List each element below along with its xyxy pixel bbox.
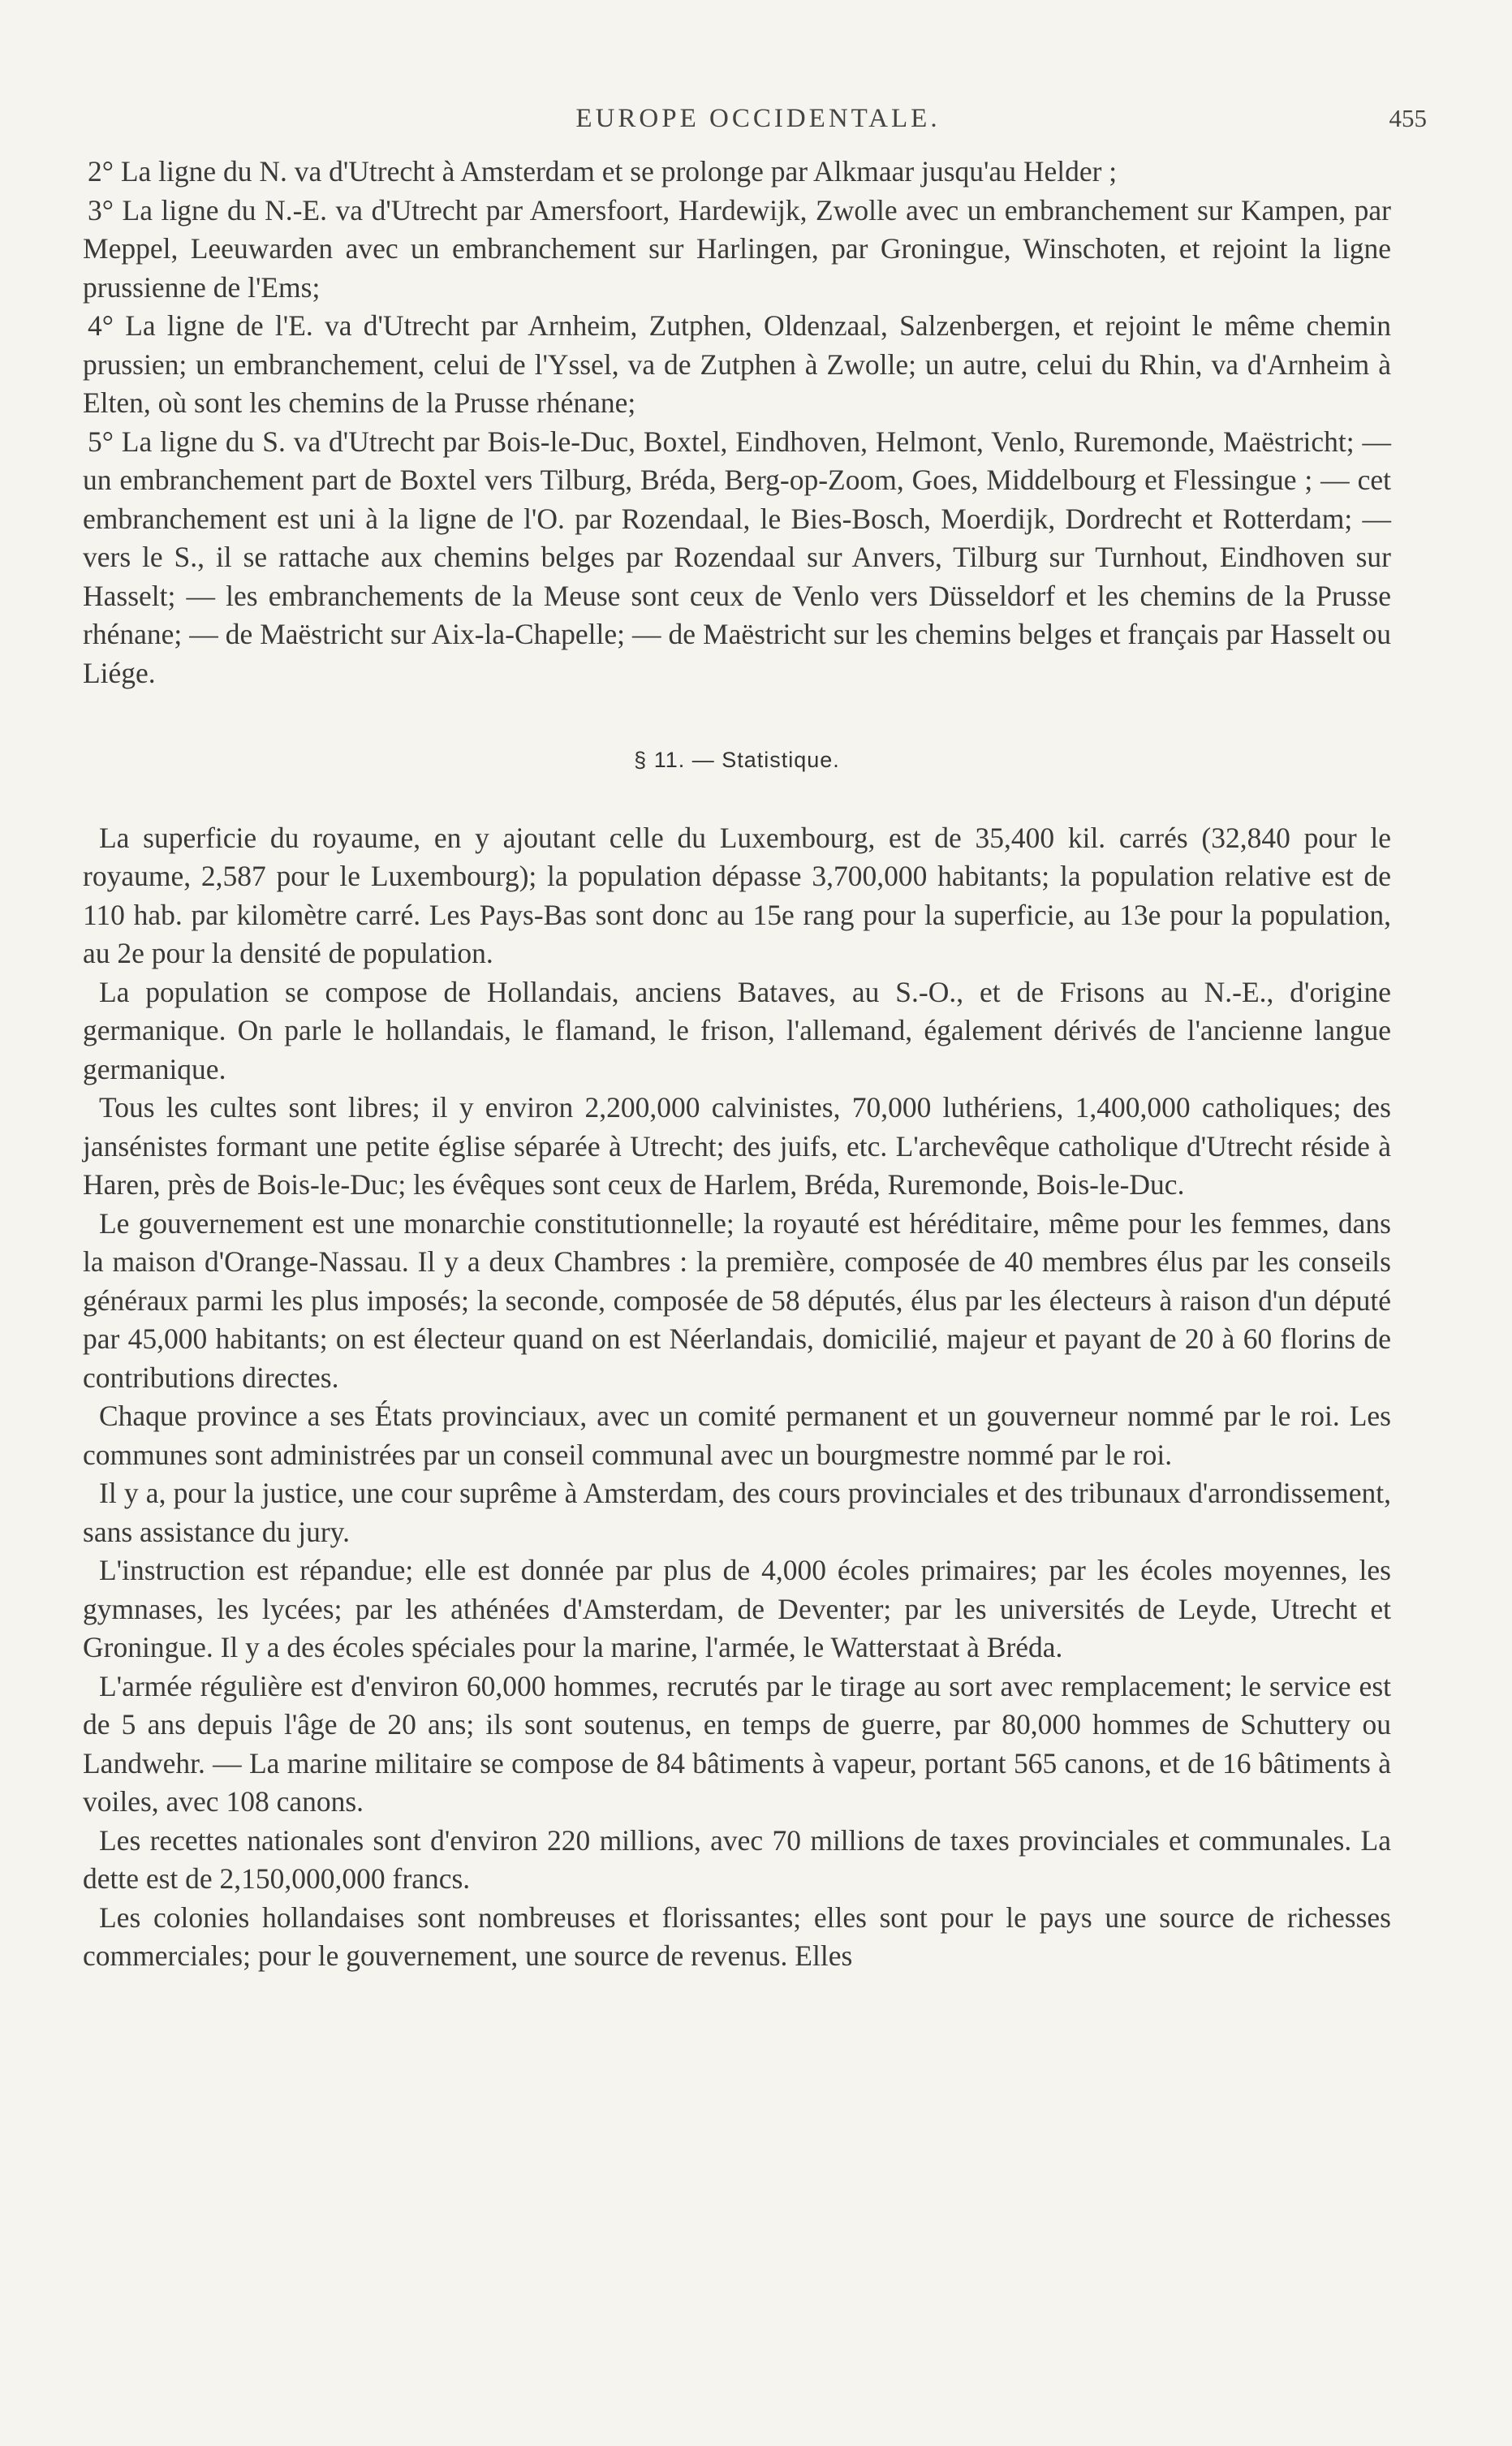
paragraph-justice: Il y a, pour la justice, une cour suprême à Amsterdam, des cours provinciales et des tribunaux d'arrondissement, sans assistance du jury. xyxy=(83,1477,1391,1548)
paragraph-cultes: Tous les cultes sont libres; il y environ 2,200,000 calvinistes, 70,000 luthériens, 1,400,000 catholiques; des jansénistes formant une petite église séparée à Utrecht; des juifs, etc. L'archevêque catholique d'Utrecht réside à Haren, près de Bois-le-Duc; les évêques sont ceux de Harlem, Bréda, Ruremonde, Bois-le-Duc. xyxy=(83,1091,1391,1201)
statistics-section xyxy=(83,819,1391,1976)
paragraph-line-east: 4° La ligne de l'E. va d'Utrecht par Arnheim, Zutphen, Oldenzaal, Salzenbergen, et rejoint le même chemin prussien; un embranchement, celui de l'Yssel, va de Zutphen à Zwolle; un autre, celui du Rhin, va d'Arnheim à Elten, où sont les chemins de la Prusse rhénane; xyxy=(83,309,1391,419)
paragraph-armee: L'armée régulière est d'environ 60,000 hommes, recrutés par le tirage au sort avec remplacement; le service est de 5 ans depuis l'âge de 20 ans; ils sont soutenus, en temps de guerre, par 80,000 hommes de Schuttery ou Landwehr. — La marine militaire se compose de 84 bâtiments à vapeur, portant 565 canons, et de 16 bâtiments à voiles, avec 108 canons. xyxy=(83,1669,1391,1818)
paragraph-superficie: La superficie du royaume, en y ajoutant celle du Luxembourg, est de 35,400 kil. carrés (32,840 pour le royaume, 2,587 pour le Luxembourg); la population dépasse 3,700,000 habitants; la population relative est de 110 hab. par kilomètre carré. Les Pays-Bas sont donc au 15e rang pour la superficie, au 13e pour la population, au 2e pour la densité de population. xyxy=(83,821,1391,969)
paragraph-line-north: 2° La ligne du N. va d'Utrecht à Amsterdam et se prolonge par Alkmaar jusqu'au Helder ; xyxy=(88,155,1118,188)
railway-lines-list xyxy=(83,153,1391,692)
paragraph-line-south: 5° La ligne du S. va d'Utrecht par Bois-le-Duc, Boxtel, Eindhoven, Helmont, Venlo, Ruremonde, Maëstricht; — un embranchement part de Boxtel vers Tilburg, Bréda, Berg-op-Zoom, Goes, Middelbourg et Flessingue ; — cet embranchement est uni à la ligne de l'O. par Rozendaal, le Bies-Bosch, Moerdijk, Dordrecht et Rotterdam; — vers le S., il se rattache aux chemins belges par Rozendaal sur Anvers, Tilburg sur Turnhout, Eindhoven sur Hasselt; — les embranchements de la Meuse sont ceux de Venlo vers Düsseldorf et les chemins de la Prusse rhénane; — de Maëstricht sur Aix-la-Chapelle; — de Maëstricht sur les chemins belges et français par Hasselt ou Liége. xyxy=(83,425,1391,689)
page-number: 455 xyxy=(1389,104,1427,132)
paragraph-gouvernement: Le gouvernement est une monarchie constitutionnelle; la royauté est héréditaire, même pour les femmes, dans la maison d'Orange-Nassau. Il y a deux Chambres : la première, composée de 40 membres élus par les conseils généraux parmi les plus imposés; la seconde, composée de 58 députés, élus par les électeurs à raison d'un député par 45,000 habitants; on est électeur quand on est Néerlandais, domicilié, majeur et payant de 20 à 60 florins de contributions directes. xyxy=(83,1206,1391,1394)
paragraph-recettes: Les recettes nationales sont d'environ 220 millions, avec 70 millions de taxes provinciales et communales. La dette est de 2,150,000,000 francs. xyxy=(83,1823,1391,1895)
paragraph-provinces: Chaque province a ses États provinciaux, avec un comité permanent et un gouverneur nommé par le roi. Les communes sont administrées par un conseil communal avec un bourgmestre nommé par le roi. xyxy=(83,1400,1391,1471)
paragraph-instruction: L'instruction est répandue; elle est donnée par plus de 4,000 écoles primaires; par les écoles moyennes, les gymnases, les lycées; par les athénées d'Amsterdam, de Deventer; par les universités de Leyde, Utrecht et Groningue. Il y a des écoles spéciales pour la marine, l'armée, le Watterstaat à Bréda. xyxy=(83,1554,1391,1663)
paragraph-population: La population se compose de Hollandais, anciens Bataves, au S.-O., et de Frisons au N.-E., d'origine germanique. On parle le hollandais, le flamand, le frison, l'allemand, également dérivés de l'ancienne langue germanique. xyxy=(83,975,1391,1085)
section-title: § 11. — Statistique. xyxy=(634,748,840,772)
running-head: EUROPE OCCIDENTALE. xyxy=(575,104,941,133)
page-header xyxy=(89,96,1427,141)
paragraph-line-north-east: 3° La ligne du N.-E. va d'Utrecht par Amersfoort, Hardewijk, Zwolle avec un embranchement sur Kampen, par Meppel, Leeuwarden avec un embranchement sur Harlingen, par Groningue, Winschoten, et rejoint la ligne prussienne de l'Ems; xyxy=(83,193,1391,304)
paragraph-colonies: Les colonies hollandaises sont nombreuses et florissantes; elles sont pour le pays une source de richesses commerciales; pour le gouvernement, une source de revenus. Elles xyxy=(83,1900,1391,1972)
body-text xyxy=(83,153,1391,1976)
